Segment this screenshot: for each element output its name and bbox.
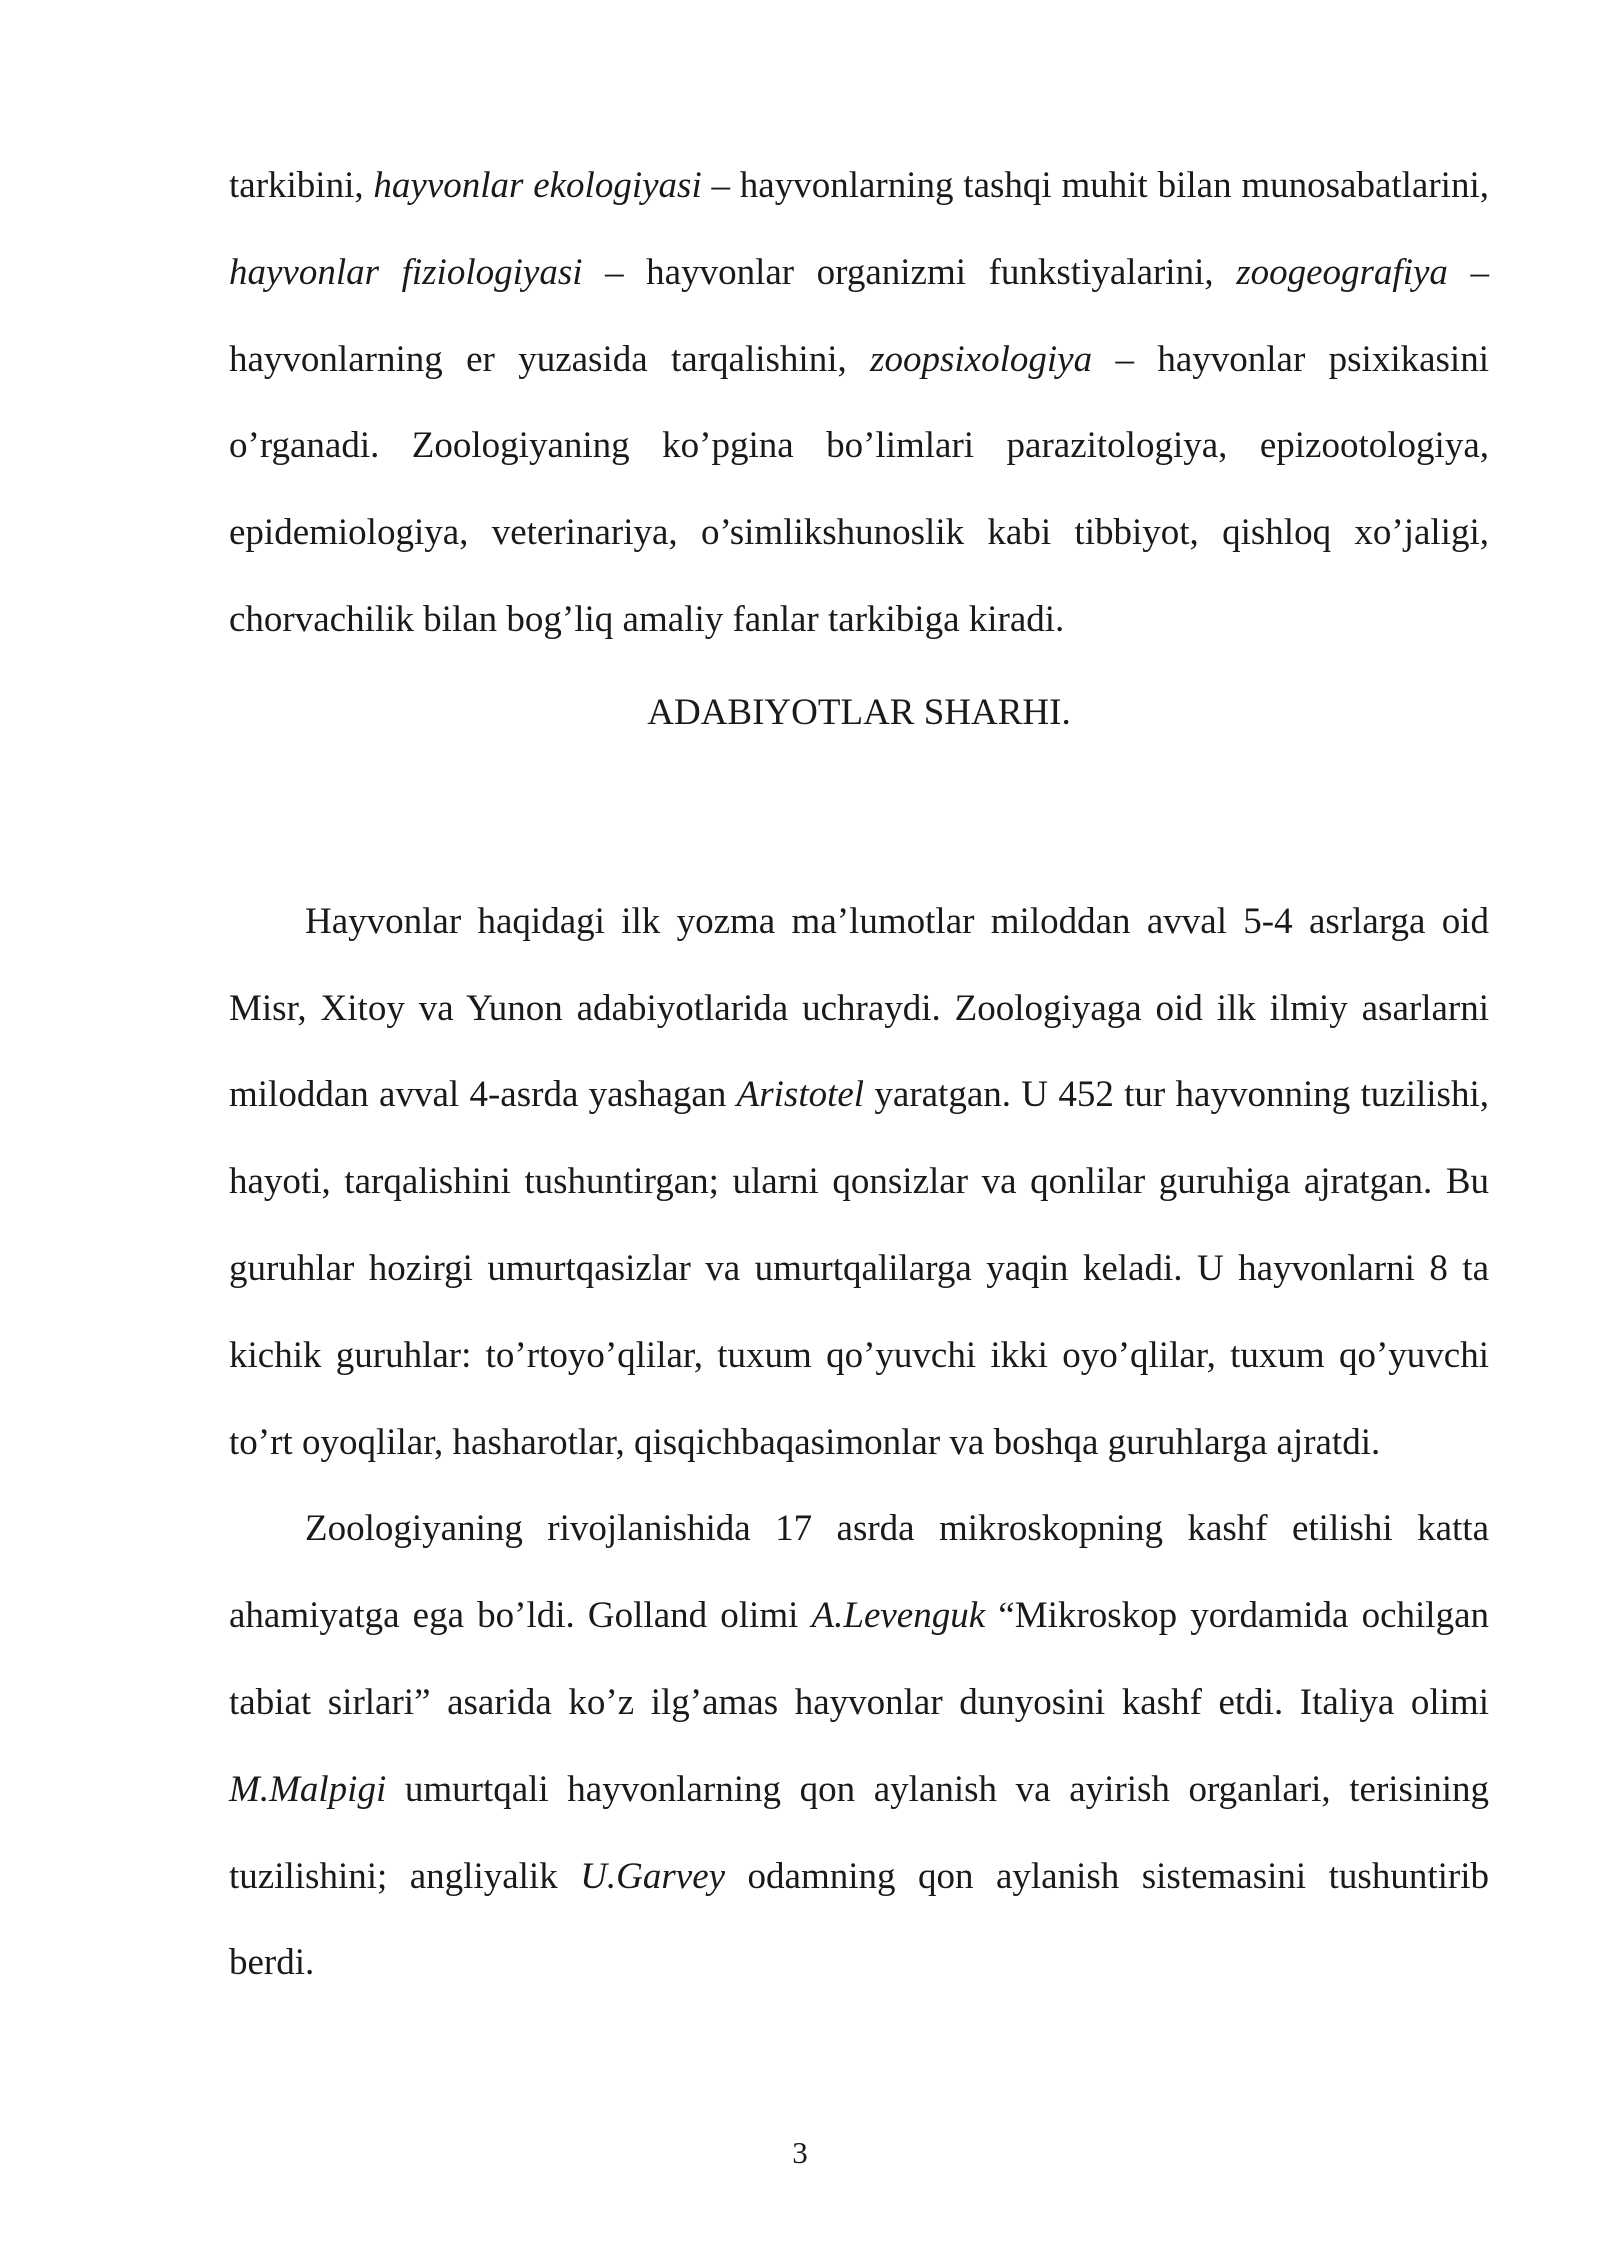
section-heading: ADABIYOTLAR SHARHI. [647, 691, 1071, 733]
paragraph-zoology-branches [229, 143, 1489, 664]
italic-name: M.Malpigi [229, 1768, 387, 1810]
italic-name: Aristotel [736, 1074, 865, 1116]
paragraph-microscope [229, 1486, 1489, 2007]
text-run: – hayvonlarning er yuzasida tarqalishini, [229, 251, 1489, 380]
text-run: Zoologiyaning rivojlanishida 17 asrda mikroskopning kashf etilishi katta ahamiyatga ega bo’ldi. Golland olimi [229, 1508, 1489, 1637]
italic-name: A.Levenguk [811, 1595, 986, 1637]
text-run: odamning qon aylanish sistemasini tushuntirib berdi. [229, 1855, 1489, 1984]
text-run: yaratgan. U 452 tur hayvonning tuzilishi, hayoti, tarqalishini tushuntirgan; ularni qonsizlar va qonlilar guruhiga ajratgan. Bu guruhlar hozirgi umurtqasizlar va umurtqalilarga yaqin keladi. U hayvonlarni 8 ta kichik guruhlar: to’rtoyo’qlilar, tuxum qo’yuvchi ikki oyo’qlilar, tuxum qo’yuvchi to’rt oyoqlilar, hasharotlar, qisqichbaqasimonlar va boshqa guruhlarga ajratdi. [229, 1074, 1489, 1463]
paragraph-early-records [229, 879, 1489, 1487]
text-run: – hayvonlar organizmi funkstiyalarini, [582, 251, 1237, 293]
text-run: – hayvonlarning tashqi muhit bilan munosabatlarini, [701, 165, 1489, 206]
page-number: 3 [792, 2135, 808, 2170]
text-run: “Mikroskop yordamida ochilgan tabiat sirlari” asarida ko’z ilg’amas hayvonlar dunyosini kashf etdi. Italiya olimi [229, 1595, 1490, 1723]
document-page [229, 143, 1489, 2007]
spacer [229, 748, 1489, 879]
text-run: umurtqali hayvonlarning qon aylanish va ayirish organlari, terisining tuzilishini; angliyalik [229, 1768, 1489, 1897]
italic-term: hayvonlar fiziologiyasi [229, 251, 583, 293]
italic-term: zoogeografiya [1236, 251, 1448, 293]
italic-term: zoopsixologiya [870, 338, 1093, 380]
italic-term: hayvonlar ekologiyasi [373, 165, 702, 206]
text-run: Hayvonlar haqidagi ilk yozma ma’lumotlar miloddan avval 5-4 asrlarga oid Misr, Xitoy va Yunon adabiyotlarida uchraydi. Zoologiyaga oid ilk ilmiy asarlarni miloddan avval 4-asrda yashagan [229, 900, 1489, 1116]
text-run: – hayvonlar psixikasini o’rganadi. Zoologiyaning ko’pgina bo’limlari parazitologiya, epizootologiya, epidemiologiya, veterinariya, o’simlikshunoslik kabi tibbiyot, qishloq xo’jaligi, chorvachilik bilan bog’liq amaliy fanlar tarkibiga kiradi. [229, 338, 1489, 640]
text-run: tarkibini, [229, 165, 374, 206]
italic-name: U.Garvey [580, 1855, 726, 1897]
